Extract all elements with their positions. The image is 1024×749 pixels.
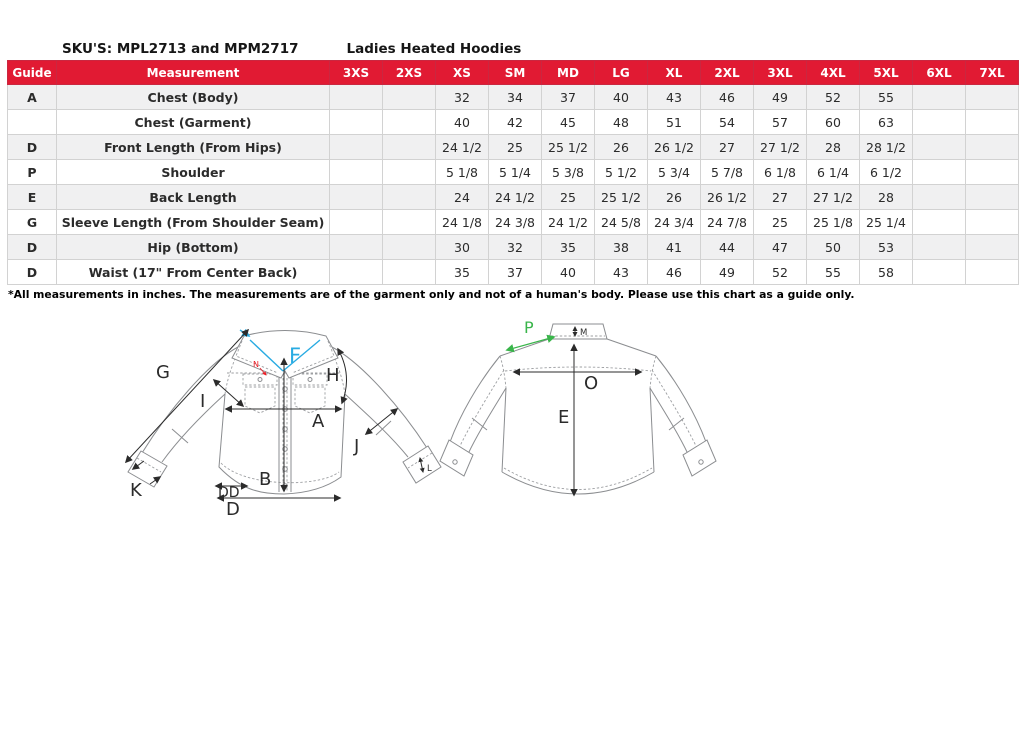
size-value-cell: [966, 160, 1019, 185]
size-value-cell: [913, 185, 966, 210]
size-value-cell: 58: [860, 260, 913, 285]
size-value-cell: [383, 110, 436, 135]
size-value-cell: 43: [648, 85, 701, 110]
size-value-cell: 53: [860, 235, 913, 260]
size-value-cell: 24: [436, 185, 489, 210]
size-value-cell: 44: [701, 235, 754, 260]
size-value-cell: [913, 85, 966, 110]
size-value-cell: 25 1/4: [860, 210, 913, 235]
size-value-cell: 40: [595, 85, 648, 110]
size-value-cell: 34: [489, 85, 542, 110]
guide-cell: [8, 110, 57, 135]
size-value-cell: 26: [648, 185, 701, 210]
size-value-cell: 49: [754, 85, 807, 110]
size-value-cell: 37: [542, 85, 595, 110]
size-value-cell: [330, 85, 383, 110]
size-value-cell: [330, 160, 383, 185]
measurement-cell: Waist (17" From Center Back): [57, 260, 330, 285]
guide-cell: D: [8, 235, 57, 260]
size-value-cell: 24 7/8: [701, 210, 754, 235]
page-title: [62, 41, 521, 57]
table-row: [8, 185, 1019, 210]
table-row: [8, 85, 1019, 110]
size-value-cell: 42: [489, 110, 542, 135]
size-value-cell: 47: [754, 235, 807, 260]
size-value-cell: 35: [542, 235, 595, 260]
size-value-cell: [966, 235, 1019, 260]
size-value-cell: 55: [807, 260, 860, 285]
guide-cell: G: [8, 210, 57, 235]
size-value-cell: 27: [701, 135, 754, 160]
label-shoulder-p: P: [524, 318, 534, 337]
table-row: [8, 160, 1019, 185]
size-value-cell: 24 5/8: [595, 210, 648, 235]
label-sleeve-width-j: J: [354, 436, 360, 457]
table-row: [8, 135, 1019, 160]
label-cuff-k: K: [130, 480, 142, 501]
guide-cell: A: [8, 85, 57, 110]
table-row: [8, 210, 1019, 235]
column-header-size: XS: [436, 61, 489, 85]
size-value-cell: 28: [807, 135, 860, 160]
size-value-cell: 45: [542, 110, 595, 135]
size-value-cell: 6 1/4: [807, 160, 860, 185]
size-value-cell: 32: [436, 85, 489, 110]
measurement-cell: Chest (Garment): [57, 110, 330, 135]
size-value-cell: [966, 185, 1019, 210]
size-value-cell: [913, 260, 966, 285]
column-header-size: 5XL: [860, 61, 913, 85]
back-view-drawing: [440, 318, 716, 495]
size-value-cell: 26: [595, 135, 648, 160]
size-value-cell: 24 1/8: [436, 210, 489, 235]
measurement-cell: Chest (Body): [57, 85, 330, 110]
size-value-cell: 60: [807, 110, 860, 135]
size-value-cell: 32: [489, 235, 542, 260]
size-value-cell: [383, 85, 436, 110]
label-collar-f: F: [289, 344, 302, 368]
size-value-cell: 5 1/4: [489, 160, 542, 185]
column-header-size: 3XL: [754, 61, 807, 85]
size-value-cell: 49: [701, 260, 754, 285]
label-back-length-e: E: [558, 407, 570, 428]
size-value-cell: [383, 260, 436, 285]
sku-title: SKU'S: MPL2713 and MPM2717: [62, 41, 299, 57]
size-value-cell: 25 1/8: [807, 210, 860, 235]
column-header-size: 2XL: [701, 61, 754, 85]
label-collar-n: N: [253, 360, 259, 369]
size-value-cell: 5 3/4: [648, 160, 701, 185]
size-value-cell: 6 1/2: [860, 160, 913, 185]
size-value-cell: [966, 260, 1019, 285]
label-hem-dd: DD: [218, 485, 240, 501]
column-header-size: SM: [489, 61, 542, 85]
size-value-cell: 30: [436, 235, 489, 260]
size-value-cell: [383, 185, 436, 210]
size-value-cell: 38: [595, 235, 648, 260]
size-value-cell: 25: [542, 185, 595, 210]
front-view-drawing: [0, 315, 441, 520]
size-value-cell: 55: [860, 85, 913, 110]
size-value-cell: [330, 210, 383, 235]
size-value-cell: 26 1/2: [701, 185, 754, 210]
size-value-cell: 5 7/8: [701, 160, 754, 185]
size-value-cell: [383, 235, 436, 260]
size-value-cell: 40: [542, 260, 595, 285]
column-header-size: 6XL: [913, 61, 966, 85]
measurement-cell: Back Length: [57, 185, 330, 210]
size-value-cell: [966, 110, 1019, 135]
size-value-cell: [330, 135, 383, 160]
column-header-size: XL: [648, 61, 701, 85]
column-header-size: 7XL: [966, 61, 1019, 85]
size-value-cell: 57: [754, 110, 807, 135]
size-value-cell: 40: [436, 110, 489, 135]
size-value-cell: [913, 160, 966, 185]
column-header-size: MD: [542, 61, 595, 85]
measurement-cell: Front Length (From Hips): [57, 135, 330, 160]
size-value-cell: 28: [860, 185, 913, 210]
size-value-cell: 46: [648, 260, 701, 285]
size-value-cell: 24 3/4: [648, 210, 701, 235]
column-header-size: LG: [595, 61, 648, 85]
size-value-cell: 25 1/2: [595, 185, 648, 210]
size-value-cell: 43: [595, 260, 648, 285]
table-row: [8, 110, 1019, 135]
size-value-cell: [383, 160, 436, 185]
label-back-width-o: O: [584, 373, 599, 394]
size-value-cell: 5 3/8: [542, 160, 595, 185]
guide-cell: E: [8, 185, 57, 210]
size-value-cell: 41: [648, 235, 701, 260]
size-value-cell: 25 1/2: [542, 135, 595, 160]
size-value-cell: [913, 235, 966, 260]
size-value-cell: [966, 135, 1019, 160]
size-value-cell: [330, 260, 383, 285]
size-value-cell: 24 1/2: [436, 135, 489, 160]
guide-cell: D: [8, 260, 57, 285]
column-header-guide: Guide: [8, 61, 57, 85]
size-value-cell: [966, 85, 1019, 110]
measurement-cell: Sleeve Length (From Shoulder Seam): [57, 210, 330, 235]
size-value-cell: [330, 235, 383, 260]
label-armhole-i: I: [200, 391, 206, 412]
size-value-cell: 52: [807, 85, 860, 110]
label-cuff-l: L: [427, 464, 432, 474]
size-value-cell: 25: [489, 135, 542, 160]
size-value-cell: [966, 210, 1019, 235]
guide-cell: D: [8, 135, 57, 160]
header-row: [8, 61, 1019, 85]
garment-measurement-diagram: [0, 315, 1024, 615]
column-header-size: 4XL: [807, 61, 860, 85]
label-sleeve-length-g: G: [156, 362, 170, 383]
measurement-cell: Shoulder: [57, 160, 330, 185]
size-value-cell: 24 3/8: [489, 210, 542, 235]
size-value-cell: [383, 135, 436, 160]
size-value-cell: 35: [436, 260, 489, 285]
size-value-cell: [913, 110, 966, 135]
size-value-cell: [330, 185, 383, 210]
label-front-length-b: B: [259, 469, 272, 490]
size-value-cell: 24 1/2: [542, 210, 595, 235]
size-value-cell: 54: [701, 110, 754, 135]
size-value-cell: 5 1/8: [436, 160, 489, 185]
size-value-cell: 25: [754, 210, 807, 235]
size-value-cell: 50: [807, 235, 860, 260]
column-header-size: 2XS: [383, 61, 436, 85]
size-chart-table: [7, 60, 1019, 285]
size-value-cell: 37: [489, 260, 542, 285]
size-value-cell: 26 1/2: [648, 135, 701, 160]
label-bottom-width-d: D: [226, 499, 240, 520]
size-value-cell: 51: [648, 110, 701, 135]
product-title: Ladies Heated Hoodies: [346, 41, 522, 57]
table-row: [8, 235, 1019, 260]
column-header-measurement: Measurement: [57, 61, 330, 85]
size-value-cell: [913, 210, 966, 235]
size-value-cell: 48: [595, 110, 648, 135]
size-value-cell: 52: [754, 260, 807, 285]
size-value-cell: [330, 110, 383, 135]
size-value-cell: 24 1/2: [489, 185, 542, 210]
size-value-cell: 27 1/2: [807, 185, 860, 210]
size-value-cell: [913, 135, 966, 160]
footnote: *All measurements in inches. The measurements are of the garment only and not of a human's body. Please use this chart as a guide only.: [8, 288, 855, 301]
size-value-cell: 27: [754, 185, 807, 210]
measurement-cell: Hip (Bottom): [57, 235, 330, 260]
size-value-cell: [383, 210, 436, 235]
size-value-cell: 28 1/2: [860, 135, 913, 160]
size-value-cell: 27 1/2: [754, 135, 807, 160]
label-chest-a: A: [312, 411, 325, 432]
guide-cell: P: [8, 160, 57, 185]
size-value-cell: 6 1/8: [754, 160, 807, 185]
label-collar-height-m: M: [580, 328, 588, 338]
label-armhole-h: H: [326, 365, 340, 386]
size-value-cell: 5 1/2: [595, 160, 648, 185]
table-row: [8, 260, 1019, 285]
size-value-cell: 46: [701, 85, 754, 110]
size-value-cell: 63: [860, 110, 913, 135]
column-header-size: 3XS: [330, 61, 383, 85]
